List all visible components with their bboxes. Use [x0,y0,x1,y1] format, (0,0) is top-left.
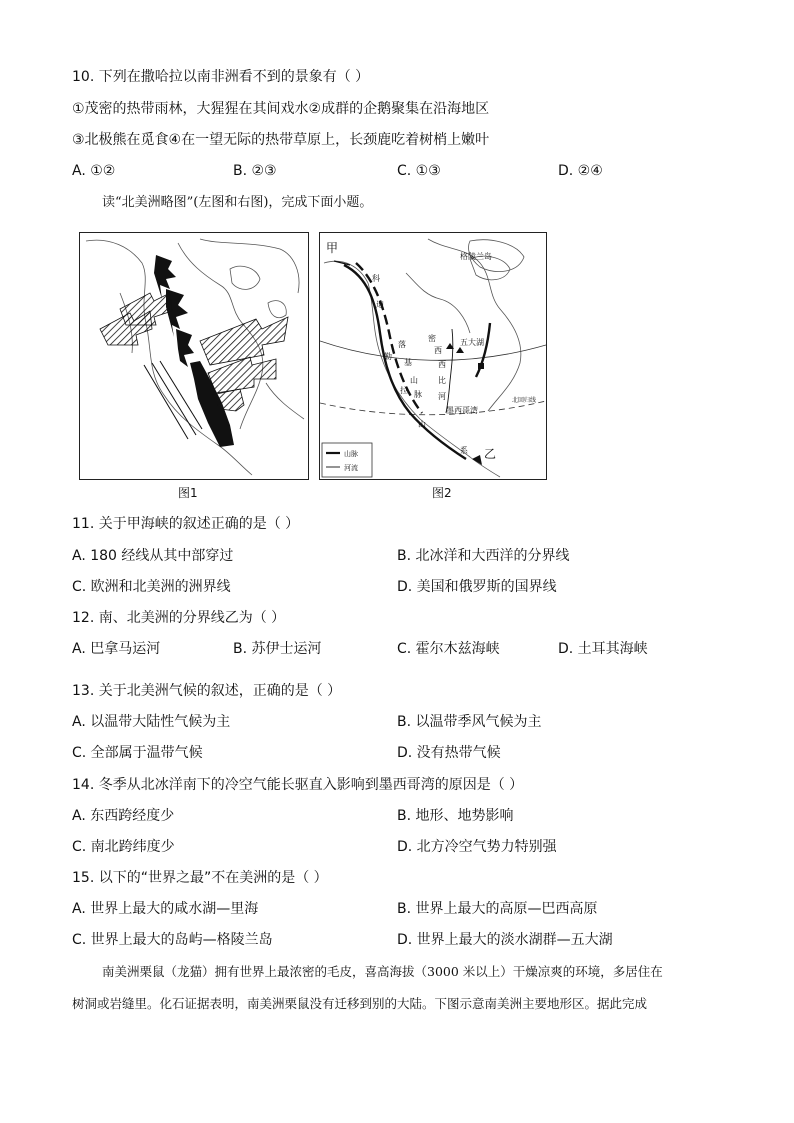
q10-line-1: ①茂密的热带雨林，大猩猩在其间戏水②成群的企鹅聚集在沿海地区 [72,101,490,117]
q14-option-d: D. 北方冷空气势力特别强 [397,839,557,855]
label-gulf-of-mexico: 墨西哥湾 [446,406,478,415]
q13-stem: 13. 关于北美洲气候的叙述，正确的是（ ） [72,683,342,699]
figure-2-svg [320,233,546,479]
label-cordillera-1: 科 [372,274,380,283]
q10-option-c: C. ①③ [397,163,441,179]
q10-option-a: A. ①② [72,163,116,179]
q11-option-a: A. 180 经线从其中部穿过 [72,548,234,564]
q14-option-b: B. 地形、地势影响 [397,808,514,824]
q12-stem: 12. 南、北美洲的分界线乙为（ ） [72,610,286,626]
q11-option-c: C. 欧洲和北美洲的洲界线 [72,579,231,595]
q15-option-d: D. 世界上最大的淡水湖群—五大湖 [397,932,613,948]
chinchilla-intro-line-1: 南美洲栗鼠（龙猫）拥有世界上最浓密的毛皮，喜高海拔（3000 米以上）干燥凉爽的环境，多居住在 [102,964,663,979]
label-great-lakes: 五大湖 [460,338,484,347]
figure-1-caption: 图1 [178,486,198,500]
chinchilla-intro-line-2: 树洞或岩缝里。化石证据表明，南美洲栗鼠没有迁移到别的大陆。下图示意南美洲主要地形区。据此完成 [72,996,648,1011]
label-miss-4: 比 [438,376,446,385]
q10-line-2: ③北极熊在觅食④在一望无际的热带草原上，长颈鹿吃着树梢上嫩叶 [72,132,490,148]
q15-stem: 15. 以下的“世界之最”不在美洲的是（ ） [72,870,328,886]
q11-stem: 11. 关于甲海峡的叙述正确的是（ ） [72,516,300,532]
label-jia: 甲 [326,241,339,255]
label-miss-5: 河 [438,392,446,401]
legend-mountain: 山脉 [344,450,358,458]
label-cordillera-5: 山 [418,420,426,429]
q11-option-b: B. 北冰洋和大西洋的分界线 [397,548,570,564]
q10-option-d: D. ②④ [558,163,603,179]
q10-option-b: B. ②③ [233,163,277,179]
maps-intro: 读“北美洲略图”(左图和右图)，完成下面小题。 [102,195,373,210]
figure-1-map [79,232,309,480]
figure-2-caption: 图2 [432,486,452,500]
label-rocky-1: 落 [398,340,406,349]
label-rocky-2: 基 [404,358,412,367]
q15-option-c: C. 世界上最大的岛屿—格陵兰岛 [72,932,273,948]
label-rocky-3: 山 [410,376,418,385]
q14-option-a: A. 东西跨经度少 [72,808,175,824]
label-yi: 乙 [484,447,497,461]
label-cordillera-3: 勒 [384,352,392,361]
label-cordillera-2: 迪 [376,300,384,309]
label-cordillera-6: 系 [460,446,468,455]
q13-option-a: A. 以温带大陆性气候为主 [72,714,231,730]
figure-1-svg [80,233,308,479]
label-rocky-4: 脉 [414,390,422,399]
q14-option-c: C. 南北跨纬度少 [72,839,175,855]
label-miss-3: 西 [438,360,446,369]
q12-option-b: B. 苏伊士运河 [233,641,322,657]
legend-river: 河流 [344,464,358,472]
label-miss-1: 密 [428,334,436,343]
q11-option-d: D. 美国和俄罗斯的国界线 [397,579,557,595]
q15-option-a: A. 世界上最大的咸水湖—里海 [72,901,259,917]
q13-option-b: B. 以温带季风气候为主 [397,714,542,730]
q12-option-a: A. 巴拿马运河 [72,641,161,657]
q12-option-d: D. 土耳其海峡 [558,641,648,657]
q14-stem: 14. 冬季从北冰洋南下的冷空气能长驱直入影响到墨西哥湾的原因是（ ） [72,777,524,793]
q13-option-d: D. 没有热带气候 [397,745,501,761]
q12-option-c: C. 霍尔木兹海峡 [397,641,500,657]
q10-stem: 10. 下列在撒哈拉以南非洲看不到的景象有（ ） [72,69,370,85]
q13-option-c: C. 全部属于温带气候 [72,745,203,761]
label-tropic: 北回归线 [512,397,537,404]
figure-2-map [319,232,547,480]
label-miss-2: 西 [434,346,442,355]
label-greenland: 格陵兰岛 [460,252,492,261]
label-cordillera-4: 拉 [400,386,408,395]
q15-option-b: B. 世界上最大的高原—巴西高原 [397,901,598,917]
